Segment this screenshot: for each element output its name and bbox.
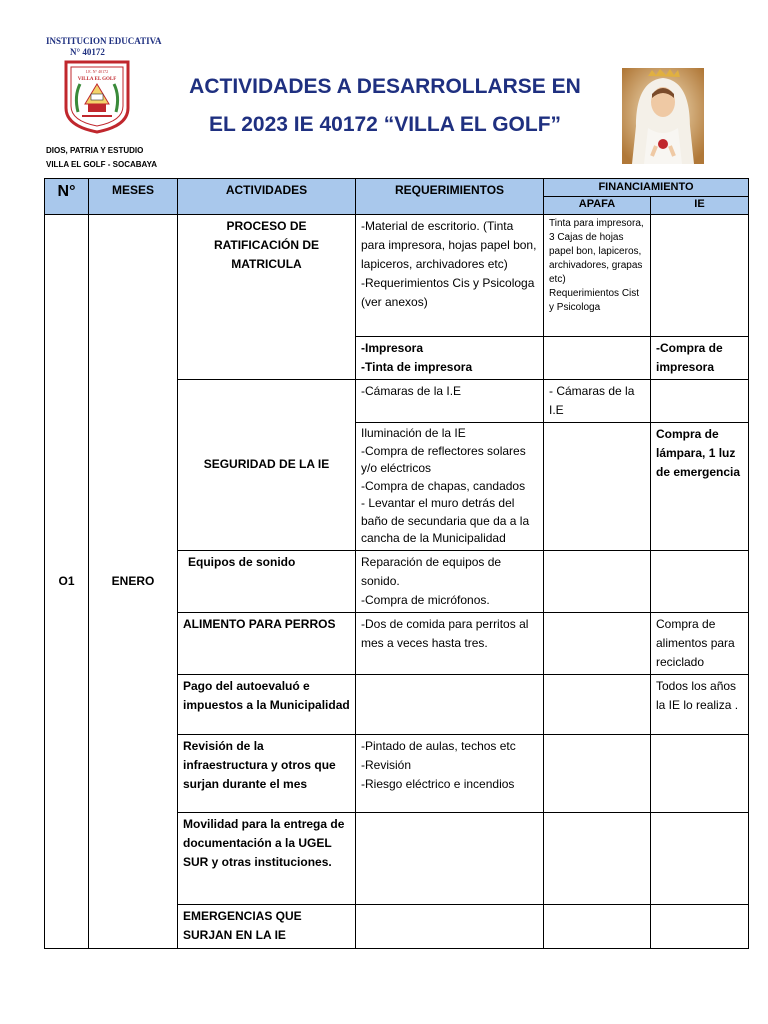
ie-cell xyxy=(651,215,749,337)
column-header-apafa: APAFA xyxy=(544,197,651,215)
apafa-cell xyxy=(544,423,651,551)
table-row xyxy=(45,215,749,337)
apafa-cell: Tinta para impresora, 3 Cajas de hojas papel bon, lapiceros, archivadores, grapas etc) Requerimientos Cist y Psicologa xyxy=(544,215,651,337)
activity-cell: Revisión de la infraestructura y otros que surjan durante el mes xyxy=(178,734,356,812)
apafa-cell xyxy=(544,337,651,380)
column-header-ie: IE xyxy=(651,197,749,215)
ie-cell: Todos los años la IE lo realiza . xyxy=(651,674,749,734)
activity-cell: ALIMENTO PARA PERROS xyxy=(178,612,356,674)
ie-cell: Compra de lámpara, 1 luz de emergencia xyxy=(651,423,749,551)
activity-cell: SEGURIDAD DE LA IE xyxy=(178,380,356,551)
virgin-mary-portrait-image xyxy=(622,68,704,164)
requirement-cell: -Impresora -Tinta de impresora xyxy=(356,337,544,380)
ie-cell: Compra de alimentos para reciclado xyxy=(651,612,749,674)
requirement-cell xyxy=(356,904,544,948)
school-number: N° 40172 xyxy=(70,47,105,57)
activity-cell: Pago del autoevaluó e impuestos a la Municipalidad xyxy=(178,674,356,734)
school-crest-logo xyxy=(64,60,130,134)
activities-table xyxy=(44,178,749,949)
column-header-months: MESES xyxy=(89,179,178,215)
apafa-cell xyxy=(544,734,651,812)
activity-cell: Equipos de sonido xyxy=(178,550,356,612)
ie-cell xyxy=(651,734,749,812)
requirement-cell: Reparación de equipos de sonido. -Compra de micrófonos. xyxy=(356,550,544,612)
ie-cell: -Compra de impresora xyxy=(651,337,749,380)
crest-text-top: I.E. N° 40172 xyxy=(85,69,109,74)
requirement-cell: -Material de escritorio. (Tinta para impresora, hojas papel bon, lapiceros, archivadores etc) -Requerimientos Cis y Psicologa (ver anexos) xyxy=(356,215,544,337)
ie-cell xyxy=(651,550,749,612)
column-header-activities: ACTIVIDADES xyxy=(178,179,356,215)
title-line1: ACTIVIDADES A DESARROLLARSE EN xyxy=(189,75,581,98)
activity-cell: EMERGENCIAS QUE SURJAN EN LA IE xyxy=(178,904,356,948)
requirement-cell xyxy=(356,812,544,904)
school-motto xyxy=(46,144,157,172)
crest-text-name: VILLA EL GOLF xyxy=(77,77,117,82)
ie-cell xyxy=(651,380,749,423)
requirement-cell: -Cámaras de la I.E xyxy=(356,380,544,423)
motto-line1: DIOS, PATRIA Y ESTUDIO xyxy=(46,146,144,155)
motto-location: VILLA EL GOLF - SOCABAYA xyxy=(46,160,157,169)
requirement-cell: -Pintado de aulas, techos etc -Revisión -Riesgo eléctrico e incendios xyxy=(356,734,544,812)
apafa-cell: - Cámaras de la I.E xyxy=(544,380,651,423)
requirement-cell xyxy=(356,674,544,734)
school-name-line1: INSTITUCION EDUCATIVA xyxy=(46,36,162,46)
row-number-cell: O1 xyxy=(45,215,89,949)
document-title xyxy=(160,68,610,144)
apafa-cell xyxy=(544,904,651,948)
column-header-financing: FINANCIAMIENTO xyxy=(544,179,749,197)
requirement-cell: -Dos de comida para perritos al mes a veces hasta tres. xyxy=(356,612,544,674)
table-header-row xyxy=(45,179,749,197)
apafa-cell xyxy=(544,550,651,612)
requirement-cell: Iluminación de la IE -Compra de reflectores solares y/o eléctricos -Compra de chapas, candados - Levantar el muro detrás del baño de secundaria que da a la cancha de la Municipalidad xyxy=(356,423,544,551)
school-name xyxy=(46,36,161,58)
activity-cell: Movilidad para la entrega de documentación a la UGEL SUR y otras instituciones. xyxy=(178,812,356,904)
ie-cell xyxy=(651,812,749,904)
column-header-requirements: REQUERIMIENTOS xyxy=(356,179,544,215)
activity-cell: PROCESO DE RATIFICACIÓN DE MATRICULA xyxy=(178,215,356,380)
apafa-cell xyxy=(544,612,651,674)
month-cell: ENERO xyxy=(89,215,178,949)
ie-cell xyxy=(651,904,749,948)
title-line2: EL 2023 IE 40172 “VILLA EL GOLF” xyxy=(208,113,562,136)
column-header-number: N° xyxy=(45,179,89,215)
apafa-cell xyxy=(544,674,651,734)
apafa-cell xyxy=(544,812,651,904)
